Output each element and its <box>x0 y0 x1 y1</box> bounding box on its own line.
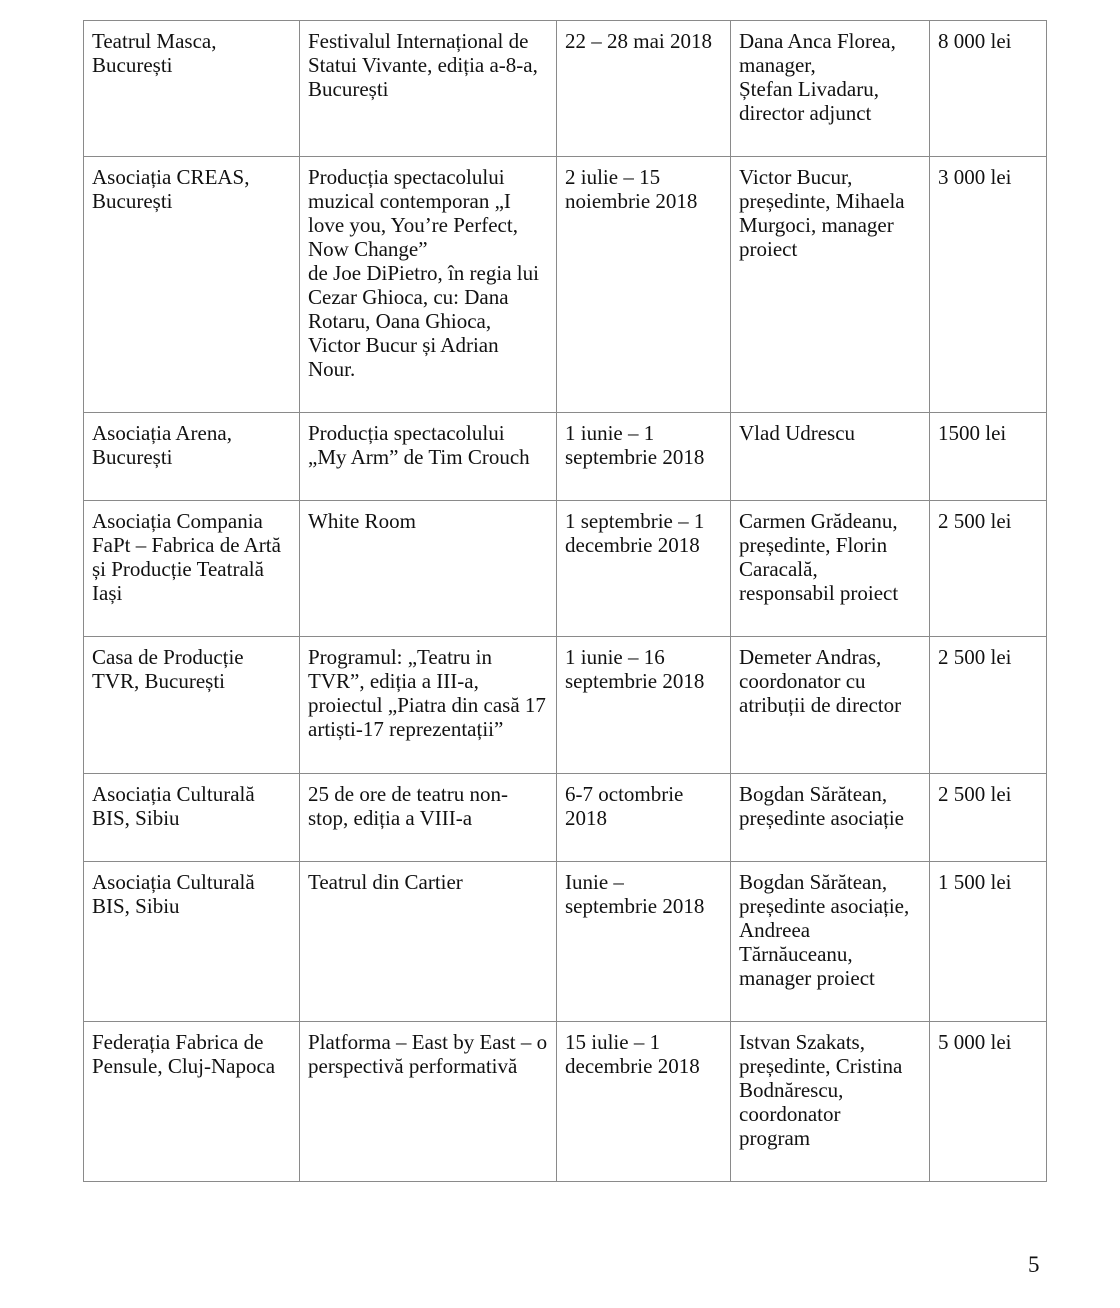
amount-cell: 8 000 lei <box>930 21 1047 157</box>
organization-cell: Asociația CREAS, București <box>84 157 300 413</box>
table-row <box>84 1022 1047 1182</box>
amount-cell: 2 500 lei <box>930 637 1047 774</box>
project-cell: Festivalul Internațional de Statui Vivante, ediția a-8-a, București <box>300 21 557 157</box>
period-cell: Iunie – septembrie 2018 <box>557 862 731 1022</box>
period-cell: 1 iunie – 16 septembrie 2018 <box>557 637 731 774</box>
period-cell: 1 septembrie – 1 decembrie 2018 <box>557 501 731 637</box>
period-cell: 2 iulie – 15 noiembrie 2018 <box>557 157 731 413</box>
period-cell: 22 – 28 mai 2018 <box>557 21 731 157</box>
page-number: 5 <box>1028 1252 1040 1277</box>
amount-cell: 2 500 lei <box>930 774 1047 862</box>
period-cell: 15 iulie – 1 decembrie 2018 <box>557 1022 731 1182</box>
project-cell: Producția spectacolului muzical contemporan „I love you, You’re Perfect, Now Change” de Joe DiPietro, în regia lui Cezar Ghioca, cu: Dana Rotaru, Oana Ghioca, Victor Bucur și Adrian Nour. <box>300 157 557 413</box>
organization-cell: Asociația Culturală BIS, Sibiu <box>84 774 300 862</box>
table-row <box>84 774 1047 862</box>
amount-cell: 2 500 lei <box>930 501 1047 637</box>
amount-cell: 5 000 lei <box>930 1022 1047 1182</box>
table-row <box>84 637 1047 774</box>
representative-cell: Vlad Udrescu <box>731 413 930 501</box>
amount-cell: 1500 lei <box>930 413 1047 501</box>
amount-cell: 3 000 lei <box>930 157 1047 413</box>
period-cell: 6-7 octombrie 2018 <box>557 774 731 862</box>
organization-cell: Casa de Producție TVR, București <box>84 637 300 774</box>
project-cell: Producția spectacolului „My Arm” de Tim Crouch <box>300 413 557 501</box>
representative-cell: Dana Anca Florea, manager, Ștefan Livadaru, director adjunct <box>731 21 930 157</box>
project-cell: White Room <box>300 501 557 637</box>
project-cell: Programul: „Teatru in TVR”, ediția a III-a, proiectul „Piatra din casă 17 artiști-17 reprezentații” <box>300 637 557 774</box>
representative-cell: Bogdan Sărătean, președinte asociație, Andreea Tărnăuceanu, manager proiect <box>731 862 930 1022</box>
amount-cell: 1 500 lei <box>930 862 1047 1022</box>
table-row <box>84 157 1047 413</box>
project-cell: 25 de ore de teatru non-stop, ediția a VIII-a <box>300 774 557 862</box>
table-row <box>84 21 1047 157</box>
organization-cell: Federația Fabrica de Pensule, Cluj-Napoca <box>84 1022 300 1182</box>
organization-cell: Asociația Compania FaPt – Fabrica de Artă și Producție Teatrală Iași <box>84 501 300 637</box>
period-cell: 1 iunie – 1 septembrie 2018 <box>557 413 731 501</box>
organization-cell: Teatrul Masca, București <box>84 21 300 157</box>
organization-cell: Asociația Culturală BIS, Sibiu <box>84 862 300 1022</box>
representative-cell: Istvan Szakats, președinte, Cristina Bodnărescu, coordonator program <box>731 1022 930 1182</box>
table-row <box>84 413 1047 501</box>
representative-cell: Demeter Andras, coordonator cu atribuții de director <box>731 637 930 774</box>
table-row <box>84 862 1047 1022</box>
grants-table <box>83 20 1047 1182</box>
organization-cell: Asociația Arena, București <box>84 413 300 501</box>
representative-cell: Bogdan Sărătean, președinte asociație <box>731 774 930 862</box>
project-cell: Platforma – East by East – o perspectivă performativă <box>300 1022 557 1182</box>
representative-cell: Carmen Grădeanu, președinte, Florin Caracală, responsabil proiect <box>731 501 930 637</box>
table-row <box>84 501 1047 637</box>
project-cell: Teatrul din Cartier <box>300 862 557 1022</box>
representative-cell: Victor Bucur, președinte, Mihaela Murgoci, manager proiect <box>731 157 930 413</box>
